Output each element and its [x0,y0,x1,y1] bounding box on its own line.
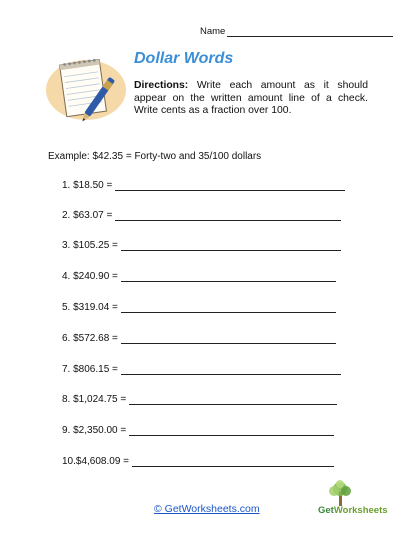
answer-line[interactable] [115,211,341,221]
directions [134,80,368,118]
question-label: 9. $2,350.00 = [62,425,127,436]
answer-line[interactable] [129,395,337,405]
logo-text [318,505,388,516]
question-3 [62,240,341,251]
question-5 [62,302,336,313]
name-field-row [200,26,393,37]
worksheet-title: Dollar Words [134,50,234,67]
answer-line[interactable] [121,334,336,344]
logo-text-get: Get [318,505,334,516]
question-label: 10.$4,608.09 = [62,456,130,467]
answer-line[interactable] [132,457,334,467]
name-label: Name [200,26,226,37]
question-label: 8. $1,024.75 = [62,394,127,405]
answer-line[interactable] [115,181,345,191]
directions-text: Write each amount as it should appear on the written amount line of a check. Write cents as a fraction over 100. [134,80,369,117]
answer-line[interactable] [121,365,341,375]
question-10 [62,456,334,467]
question-label: 1. $18.50 = [62,180,113,191]
answer-line[interactable] [121,241,341,251]
example-line: Example: $42.35 = Forty-two and 35/100 dollars [48,151,262,162]
directions-label: Directions: [134,80,189,91]
question-6 [62,333,336,344]
question-label: 6. $572.68 = [62,333,118,344]
answer-line[interactable] [121,272,336,282]
question-2 [62,210,341,221]
footer-copyright-link[interactable]: © GetWorksheets.com [154,503,260,515]
answer-line[interactable] [121,303,336,313]
name-line[interactable] [227,27,393,37]
question-label: 4. $240.90 = [62,271,118,282]
question-label: 2. $63.07 = [62,210,113,221]
question-1 [62,180,345,191]
question-label: 7. $806.15 = [62,364,118,375]
question-7 [62,364,341,375]
tree-logo-icon [316,480,396,524]
logo-text-worksheets: Worksheets [333,505,388,516]
question-4 [62,271,336,282]
question-8 [62,394,337,405]
question-9 [62,425,334,436]
answer-line[interactable] [129,426,334,436]
question-label: 3. $105.25 = [62,240,118,251]
question-label: 5. $319.04 = [62,302,118,313]
notepad-pen-icon [46,52,128,122]
